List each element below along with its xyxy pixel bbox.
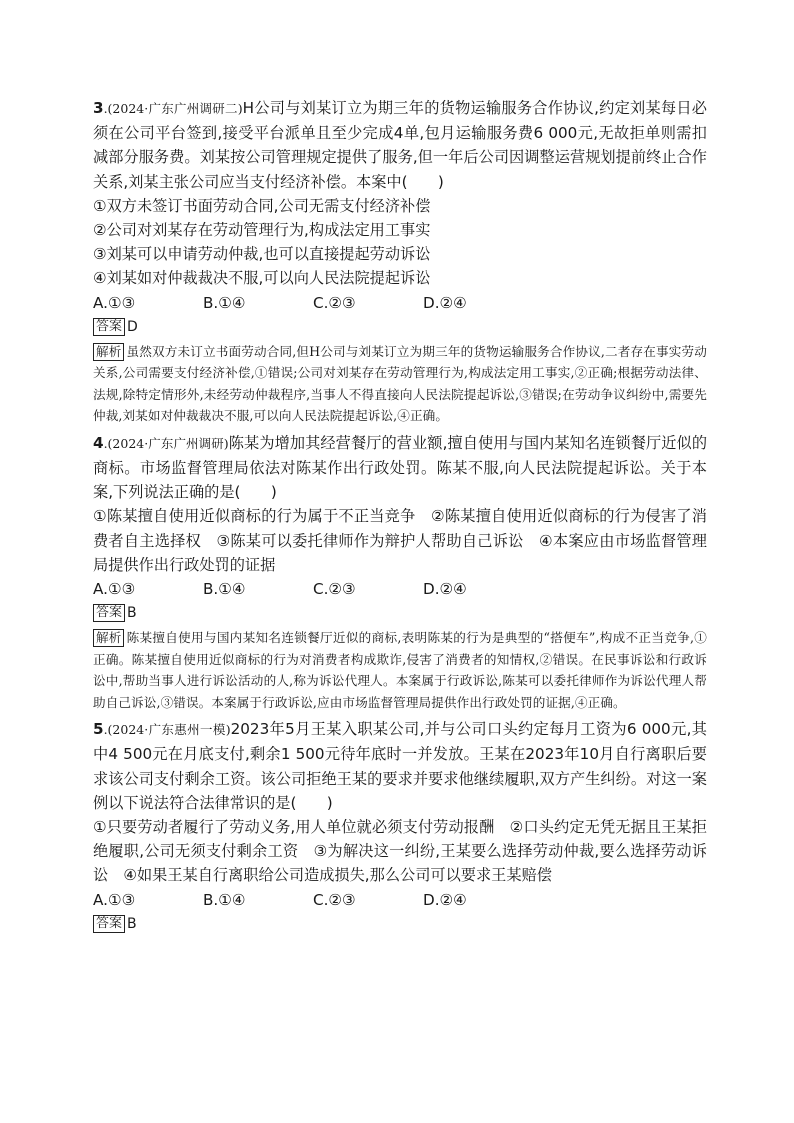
question-stem xyxy=(93,717,707,815)
question-number: 4 xyxy=(93,433,104,452)
choice-d: D.②④ xyxy=(423,580,467,599)
explanation-tag: 解析 xyxy=(93,629,124,647)
choices xyxy=(93,291,707,315)
answer-tag: 答案 xyxy=(93,915,125,933)
answer-value: B xyxy=(127,915,137,932)
choice-d: D.②④ xyxy=(423,293,467,312)
question-5 xyxy=(93,717,707,935)
question-stem xyxy=(93,96,707,194)
explanation xyxy=(93,341,707,427)
document-page xyxy=(93,96,707,938)
question-stem xyxy=(93,431,707,505)
explanation-tag: 解析 xyxy=(93,343,124,361)
choice-c: C.②③ xyxy=(313,293,356,312)
answer-row xyxy=(93,602,707,624)
choice-c: C.②③ xyxy=(313,890,356,909)
choice-a: A.①③ xyxy=(93,580,136,599)
statement-4: ④刘某如对仲裁裁决不服,可以向人民法院提起诉讼 xyxy=(93,269,431,288)
question-text: H公司与刘某订立为期三年的货物运输服务合作协议,约定刘某每日必须在公司平台签到,接受平台派单且至少完成4单,包月运输服务费6 000元,无故拒单则需扣减部分服务费。刘某按公司管理规定提供了服务,但一年后公司因调整运营规划提前终止合作关系,刘某主张公司应当支付经济补偿。本案中( ) xyxy=(93,99,707,191)
statements: ①只要劳动者履行了劳动义务,用人单位就必须支付劳动报酬 ②口头约定无凭无据且王某拒绝履职,公司无须支付剩余工资 ③为解决这一纠纷,王某要么选择劳动仲裁,要么选择劳动诉讼 ④如果王某自行离职给公司造成损失,那么公司可以要求王某赔偿 xyxy=(93,818,707,885)
answer-value: D xyxy=(127,318,138,335)
answer-row xyxy=(93,316,707,338)
statement-3: ③刘某可以申请劳动仲裁,也可以直接提起劳动诉讼 xyxy=(93,245,431,264)
choice-c: C.②③ xyxy=(313,580,356,599)
statements: ①陈某擅自使用近似商标的行为属于不正当竞争 ②陈某擅自使用近似商标的行为侵害了消费者自主选择权 ③陈某可以委托律师作为辩护人帮助自己诉讼 ④本案应由市场监督管理局提供作出行政处罚的证据 xyxy=(93,507,707,574)
answer-value: B xyxy=(127,605,137,622)
question-4 xyxy=(93,431,707,713)
choice-b: B.①④ xyxy=(203,580,246,599)
choice-b: B.①④ xyxy=(203,293,246,312)
question-text: 2023年5月王某入职某公司,并与公司口头约定每月工资为6 000元,其中4 500元在月底支付,剩余1 500元待年底时一并发放。王某在2023年10月自行离职后要求该公司支付剩余工资。该公司拒绝王某的要求并要求他继续履职,双方产生纠纷。对这一案例以下说法符合法律常识的是( ) xyxy=(93,720,707,812)
explanation-text: 虽然双方未订立书面劳动合同,但H公司与刘某订立为期三年的货物运输服务合作协议,二者存在事实劳动关系,公司需要支付经济补偿,①错误;公司对刘某存在劳动管理行为,构成法定用工事实,②正确;根据劳动法律、法规,除特定情形外,未经劳动仲裁程序,当事人不得直接向人民法院提起诉讼,③错误;在劳动争议纠纷中,需要先仲裁,刘某如对仲裁裁决不服,可以向人民法院提起诉讼,④正确。 xyxy=(93,343,707,424)
question-number: 3 xyxy=(93,99,104,117)
explanation-text: 陈某擅自使用与国内某知名连锁餐厅近似的商标,表明陈某的行为是典型的“搭便车”,构成不正当竞争,①正确。陈某擅自使用近似商标的行为对消费者构成欺诈,侵害了消费者的知情权,②错误。在民事诉讼和行政诉讼中,帮助当事人进行诉讼活动的人,称为诉讼代理人。本案属于行政诉讼,陈某可以委托律师作为诉讼代理人帮助自己诉讼,③错误。本案属于行政诉讼,应由市场监督管理局提供作出行政处罚的证据,④正确。 xyxy=(93,630,707,710)
question-source: .(2024·广东惠州一模) xyxy=(103,722,231,738)
statement-1: ①双方未签订书面劳动合同,公司无需支付经济补偿 xyxy=(93,196,431,215)
answer-row xyxy=(93,913,707,935)
choice-b: B.①④ xyxy=(203,890,246,909)
question-source: .(2024·广东广州调研二) xyxy=(103,101,243,116)
choice-a: A.①③ xyxy=(93,293,136,312)
choices xyxy=(93,577,707,601)
explanation xyxy=(93,627,707,713)
choices xyxy=(93,888,707,912)
question-source: .(2024·广东广州调研) xyxy=(103,435,229,451)
choice-a: A.①③ xyxy=(93,890,136,909)
answer-tag: 答案 xyxy=(93,604,125,622)
statement-2: ②公司对刘某存在劳动管理行为,构成法定用工事实 xyxy=(93,221,431,240)
question-3 xyxy=(93,96,707,427)
question-number: 5 xyxy=(93,720,104,739)
answer-tag: 答案 xyxy=(93,318,125,336)
question-text: 陈某为增加其经营餐厅的营业额,擅自使用与国内某知名连锁餐厅近似的商标。市场监督管理局依法对陈某作出行政处罚。陈某不服,向人民法院提起诉讼。关于本案,下列说法正确的是( ) xyxy=(93,433,708,502)
choice-d: D.②④ xyxy=(423,890,467,909)
